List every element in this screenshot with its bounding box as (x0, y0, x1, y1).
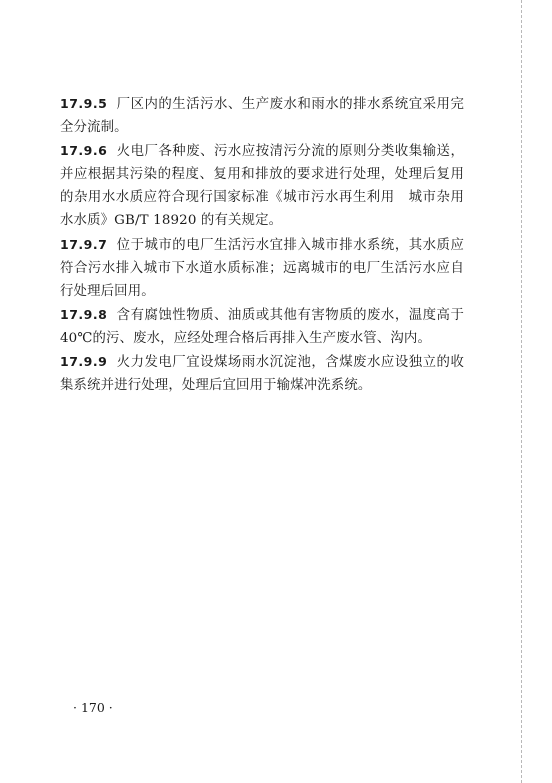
clause-text: 位于城市的电厂生活污水宜排入城市排水系统，其水质应符合污水排入城市下水道水质标准；远离城市的电厂生活污水应自行处理后回用。 (60, 237, 464, 299)
clause-text: 含有腐蚀性物质、油质或其他有害物质的废水，温度高于40℃的污、废水，应经处理合格后再排入生产废水管、沟内。 (60, 307, 464, 346)
clause-text: 火电厂各种废、污水应按清污分流的原则分类收集输送，并应根据其污染的程度、复用和排放的要求进行处理，处理后复用的杂用水水质应符合现行国家标准《城市污水再生利用 城市杂用水水质》GB/T 18920 的有关规定。 (60, 144, 464, 229)
page-edge-line (521, 0, 522, 783)
document-body (60, 92, 464, 397)
clause-number: 17.9.5 (60, 96, 108, 111)
clause-17-9-9 (60, 350, 464, 397)
clause-text: 火力发电厂宜设煤场雨水沉淀池，含煤废水应设独立的收集系统并进行处理，处理后宜回用于输煤冲洗系统。 (60, 355, 464, 394)
clause-text: 厂区内的生活污水、生产废水和雨水的排水系统宜采用完全分流制。 (60, 97, 464, 136)
clause-number: 17.9.7 (60, 236, 108, 252)
clause-number: 17.9.6 (60, 143, 108, 159)
clause-number: 17.9.9 (60, 354, 108, 370)
clause-17-9-7 (60, 233, 464, 303)
page-number: · 170 · (73, 700, 113, 715)
clause-17-9-6 (60, 139, 464, 232)
clause-17-9-5 (60, 92, 464, 139)
clause-number: 17.9.8 (60, 306, 108, 322)
clause-17-9-8 (60, 303, 464, 350)
